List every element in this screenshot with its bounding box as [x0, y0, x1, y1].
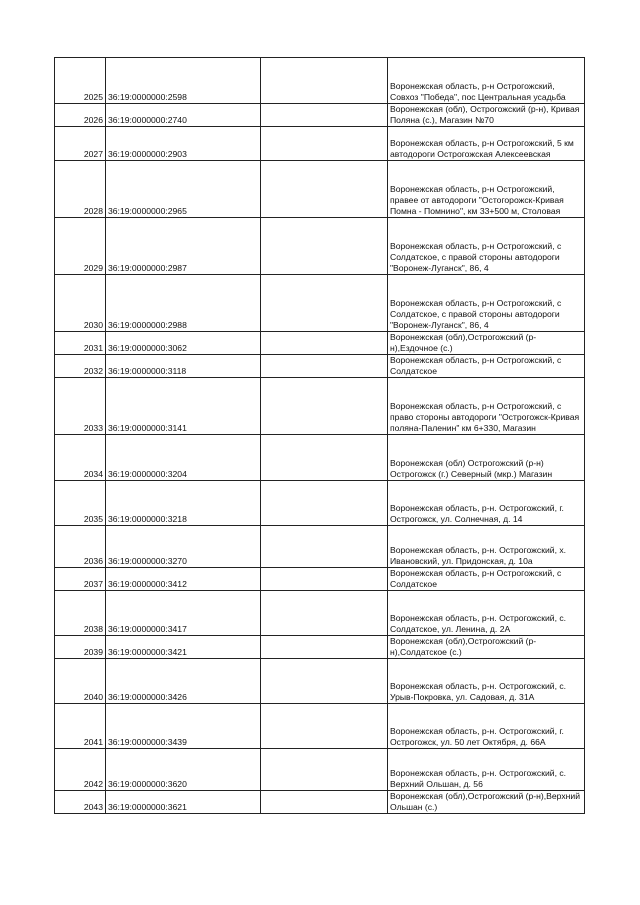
table-row [55, 481, 585, 526]
table-body [55, 58, 585, 814]
cadastral-number: 36:19:0000000:3417 [106, 591, 261, 636]
row-number: 2043 [55, 791, 106, 814]
empty-cell [261, 526, 388, 568]
row-number: 2040 [55, 659, 106, 704]
empty-cell [261, 58, 388, 104]
empty-cell [261, 659, 388, 704]
address: Воронежская область, р-н. Острогожский, г. Острогожск, ул. 50 лет Октября, д. 66А [388, 704, 585, 749]
empty-cell [261, 104, 388, 127]
address: Воронежская область, р-н Острогожский, с Солдатское, с правой стороны автодороги "Воронеж-Луганск", 86, 4 [388, 275, 585, 332]
empty-cell [261, 749, 388, 791]
empty-cell [261, 218, 388, 275]
cadastral-number: 36:19:0000000:3218 [106, 481, 261, 526]
address: Воронежская область, р-н Острогожский, с Солдатское [388, 568, 585, 591]
row-number: 2025 [55, 58, 106, 104]
empty-cell [261, 161, 388, 218]
row-number: 2041 [55, 704, 106, 749]
cadastral-number: 36:19:0000000:3062 [106, 332, 261, 355]
cadastral-number: 36:19:0000000:2987 [106, 218, 261, 275]
table-row [55, 704, 585, 749]
address: Воронежская область, р-н. Острогожский, с. Урыв-Покровка, ул. Садовая, д. 31А [388, 659, 585, 704]
cadastral-number: 36:19:0000000:3118 [106, 355, 261, 378]
cadastral-number: 36:19:0000000:3204 [106, 435, 261, 481]
cadastral-number: 36:19:0000000:3421 [106, 636, 261, 659]
cadastral-number: 36:19:0000000:3426 [106, 659, 261, 704]
cadastral-table [54, 57, 585, 814]
empty-cell [261, 378, 388, 435]
row-number: 2033 [55, 378, 106, 435]
cadastral-number: 36:19:0000000:3620 [106, 749, 261, 791]
row-number: 2037 [55, 568, 106, 591]
empty-cell [261, 568, 388, 591]
table-row [55, 218, 585, 275]
row-number: 2031 [55, 332, 106, 355]
empty-cell [261, 704, 388, 749]
row-number: 2034 [55, 435, 106, 481]
empty-cell [261, 275, 388, 332]
row-number: 2027 [55, 127, 106, 161]
address: Воронежская область, р-н. Острогожский, х. Ивановский, ул. Придонская, д. 10а [388, 526, 585, 568]
table-row [55, 749, 585, 791]
address: Воронежская область, р-н. Острогожский, с. Солдатское, ул. Ленина, д. 2А [388, 591, 585, 636]
document-page [54, 57, 584, 814]
cadastral-number: 36:19:0000000:3412 [106, 568, 261, 591]
address: Воронежская область, р-н. Острогожский, с. Верхний Ольшан, д. 56 [388, 749, 585, 791]
row-number: 2038 [55, 591, 106, 636]
table-row [55, 659, 585, 704]
row-number: 2030 [55, 275, 106, 332]
row-number: 2026 [55, 104, 106, 127]
address: Воронежская область, р-н Острогожский, Совхоз "Победа", пос Центральная усадьба [388, 58, 585, 104]
row-number: 2029 [55, 218, 106, 275]
cadastral-number: 36:19:0000000:3621 [106, 791, 261, 814]
address: Воронежская (обл),Острогожский (р-н),Верхний Ольшан (с.) [388, 791, 585, 814]
table-row [55, 127, 585, 161]
address: Воронежская (обл), Острогожский (р-н), Кривая Поляна (с.), Магазин №70 [388, 104, 585, 127]
address: Воронежская (обл),Острогожский (р-н),Солдатское (с.) [388, 636, 585, 659]
address: Воронежская область, р-н Острогожский, с Солдатское, с правой стороны автодороги "Воронеж-Луганск", 86, 4 [388, 218, 585, 275]
row-number: 2036 [55, 526, 106, 568]
empty-cell [261, 636, 388, 659]
empty-cell [261, 591, 388, 636]
table-row [55, 591, 585, 636]
address: Воронежская область, р-н Острогожский, 5 км автодороги Острогожская Алексеевская [388, 127, 585, 161]
table-row [55, 636, 585, 659]
row-number: 2032 [55, 355, 106, 378]
cadastral-number: 36:19:0000000:2988 [106, 275, 261, 332]
cadastral-number: 36:19:0000000:2903 [106, 127, 261, 161]
table-row [55, 332, 585, 355]
table-row [55, 58, 585, 104]
cadastral-number: 36:19:0000000:2965 [106, 161, 261, 218]
empty-cell [261, 332, 388, 355]
table-row [55, 104, 585, 127]
table-row [55, 161, 585, 218]
table-row [55, 568, 585, 591]
address: Воронежская область, р-н Острогожский, с Солдатское [388, 355, 585, 378]
table-row [55, 378, 585, 435]
cadastral-number: 36:19:0000000:2598 [106, 58, 261, 104]
address: Воронежская (обл),Острогожский (р-н),Ездочное (с.) [388, 332, 585, 355]
cadastral-number: 36:19:0000000:2740 [106, 104, 261, 127]
table-row [55, 435, 585, 481]
empty-cell [261, 791, 388, 814]
table-row [55, 791, 585, 814]
table-row [55, 526, 585, 568]
address: Воронежская область, р-н Острогожский, с право стороны автодороги "Острогожск-Кривая поляна-Паленин" км 6+330, Магазин [388, 378, 585, 435]
cadastral-number: 36:19:0000000:3270 [106, 526, 261, 568]
cadastral-number: 36:19:0000000:3439 [106, 704, 261, 749]
row-number: 2042 [55, 749, 106, 791]
row-number: 2035 [55, 481, 106, 526]
empty-cell [261, 127, 388, 161]
address: Воронежская (обл) Острогожский (р-н) Острогожск (г.) Северный (мкр.) Магазин [388, 435, 585, 481]
address: Воронежская область, р-н Острогожский, правее от автодороги "Остогорожск-Кривая Помна - Помнино", км 33+500 м, Столовая [388, 161, 585, 218]
empty-cell [261, 435, 388, 481]
row-number: 2028 [55, 161, 106, 218]
empty-cell [261, 355, 388, 378]
cadastral-number: 36:19:0000000:3141 [106, 378, 261, 435]
empty-cell [261, 481, 388, 526]
table-row [55, 275, 585, 332]
row-number: 2039 [55, 636, 106, 659]
address: Воронежская область, р-н. Острогожский, г. Острогожск, ул. Солнечная, д. 14 [388, 481, 585, 526]
table-row [55, 355, 585, 378]
